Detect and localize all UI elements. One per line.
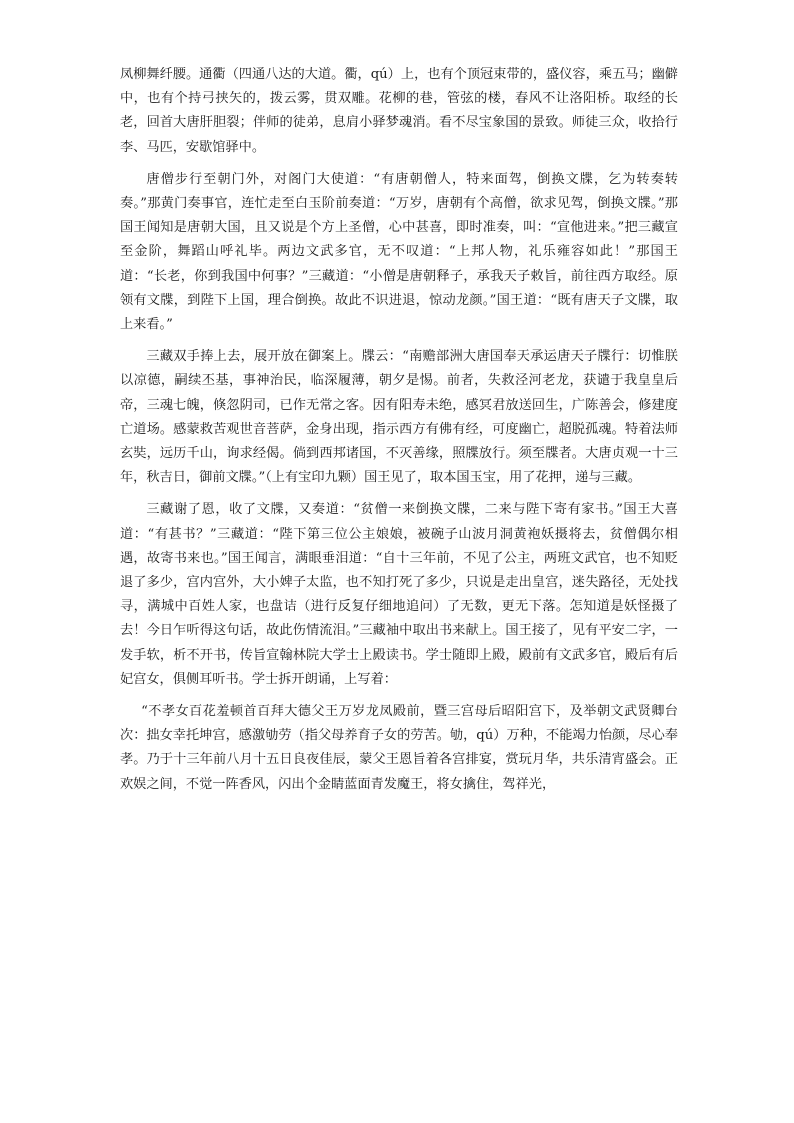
paragraph-2: 唐僧步行至朝门外，对阁门大使道：“有唐朝僧人，特来面驾，倒换文牒，乞为转奏转奏。”那黄门奏事官，连忙走至白玉阶前奏道：“万岁，唐朝有个高僧，欲求见驾，倒换文牒。”那国王闻知是唐朝大国，且又说是个方上圣僧，心中甚喜，即时准奏，叫：“宣他进来。”把三藏宣至金阶，舞蹈山呼礼毕。两边文武多官，无不叹道：“上邦人物，礼乐雍容如此！”那国王道：“长老，你到我国中何事？”三藏道：“小僧是唐朝释子，承我天子敕旨，前往西方取经。原领有文牒，到陛下上国，理合倒换。故此不识进退，惊动龙颜。”国王道：“既有唐天子文牒，取上来看。” [120, 171, 678, 333]
paragraph-5: “不孝女百花羞顿首百拜大德父王万岁龙凤殿前，暨三宫母后昭阳宫下，及举朝文武贤卿台次：拙女幸托坤宫，感激劬劳（指父母养育子女的劳苦。劬，qú）万种，不能竭力怡颜，尽心奉孝。乃于十三年前八月十五日良夜佳辰，蒙父王恩旨着各宫排宴，赏玩月华，共乐清宵盛会。正欢娱之间，不觉一阵香风，闪出个金睛蓝面青发魔王，将女擒住，驾祥光， [120, 704, 678, 792]
document-text [120, 63, 678, 805]
paragraph-4: 三藏谢了恩，收了文牒，又奏道：“贫僧一来倒换文牒，二来与陛下寄有家书。”国王大喜道：“有甚书？”三藏道：“陛下第三位公主娘娘，被碗子山波月洞黄袍妖摄将去，贫僧偶尔相遇，故寄书来也。”国王闻言，满眼垂泪道：“自十三年前，不见了公主，两班文武官，也不知贬退了多少，宫内宫外，大小婢子太监，也不知打死了多少，只说是走出皇宫，迷失路径，无处找寻，满城中百姓人家，也盘诘（进行反复仔细地追问）了无数，更无下落。怎知道是妖怪摄了去！今日乍听得这句话，故此伤情流泪。”三藏袖中取出书来献上。国王接了，见有平安二字，一发手软，析不开书，传旨宣翰林院大学士上殿读书。学士随即上殿，殿前有文武多官，殿后有后妃宫女，俱侧耳听书。学士拆开朗诵，上写着： [120, 502, 678, 687]
paragraph-1: 凤柳舞纤腰。通衢（四通八达的大道。衢，qú）上，也有个顶冠束带的，盛仪容，乘五马；幽僻中，也有个持弓挟矢的，拨云雾，贯双雕。花柳的巷，管弦的楼，春风不让洛阳桥。取经的长老，回首大唐肝胆裂；伴师的徒弟，息肩小驿梦魂消。看不尽宝象国的景致。师徒三众，收拾行李、马匹，安歇馆驿中。 [120, 67, 678, 155]
paragraph-3: 三藏双手捧上去，展开放在御案上。牒云：“南赡部洲大唐国奉天承运唐天子牒行：切惟朕以凉德，嗣续丕基，事神治民，临深履薄，朝夕是惕。前者，失救泾河老龙，获谴于我皇皇后帝，三魂七魄，倏忽阴司，已作无常之客。因有阳寿未绝，感冥君放送回生，广陈善会，修建度亡道场。感蒙救苦观世音菩萨，金身出现，指示西方有佛有经，可度幽亡，超脱孤魂。特着法师玄奘，远历千山，询求经偈。倘到西邦诸国，不灭善缘，照牒放行。须至牒者。大唐贞观一十三年，秋吉日，御前文牒。”（上有宝印九颗）国王见了，取本国玉宝，用了花押，递与三藏。 [120, 349, 678, 486]
